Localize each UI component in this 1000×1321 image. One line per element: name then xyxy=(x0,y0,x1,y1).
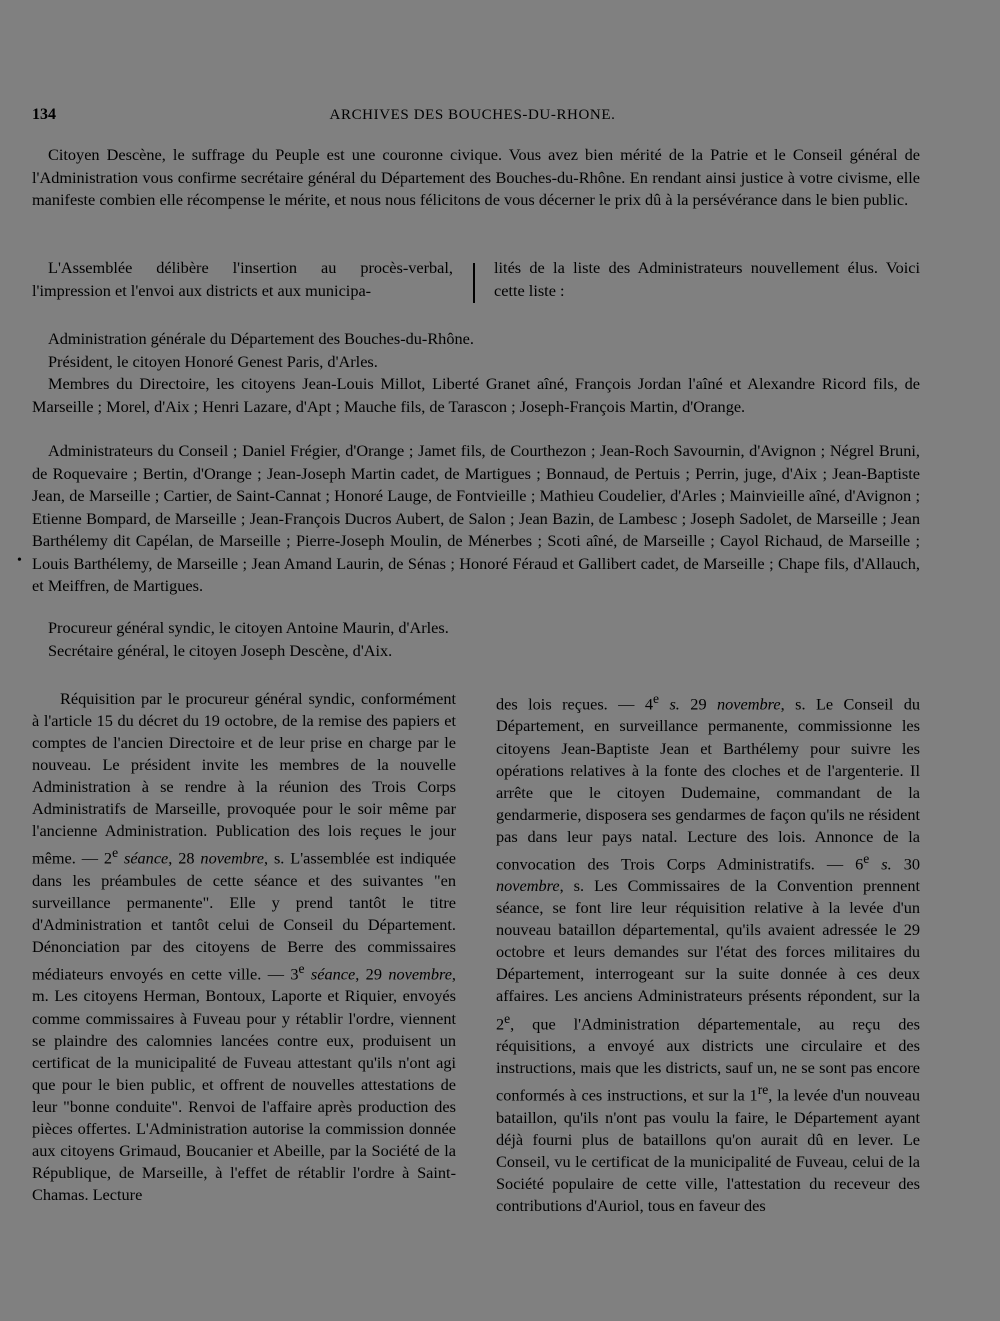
right-seance-6-sup: e xyxy=(863,850,870,866)
left-seance-3-month: novembre xyxy=(388,964,452,984)
two-col-intro-left: L'Assemblée délibère l'insertion au procès-verbal, l'impression et l'envoi aux districts et aux municipa- xyxy=(32,258,453,300)
left-seance-2-month: novembre xyxy=(200,848,265,868)
left-seance-2-sup: e xyxy=(112,845,119,861)
right-seance-4-end: , s. xyxy=(780,694,806,714)
left-seance-2-date: , 28 xyxy=(168,848,201,868)
list-council-administrators: Administrateurs du Conseil ; Daniel Frégier, d'Orange ; Jamet fils, de Courthezon ; Jean-Roch Savournin, d'Avignon ; Négrel Bruni, de Roquevaire ; Bertin, d'Orange ; Jean-Joseph Martin cadet, de Martigues ; Bonnaud, de Pertuis ; Perrin, juge, d'Aix ; Jean-Baptiste Jean, de Marseille ; Cartier, de Saint-Cannat ; Honoré Lauge, de Fontvieille ; Mathieu Coudelier, d'Arles ; Mainvieille aîné, d'Avignon ; Etienne Bompard, de Marseille ; Jean-François Ducros Aubert, de Salon ; Jean Bazin, de Lambesc ; Joseph Sadolet, de Marseille ; Jean Barthélemy dit Capélan, de Marseille ; Pierre-Joseph Moulin, de Ménerbes ; Scoti aîné, de Marseille ; Cayol Richaud, de Marseille ; Louis Barthélemy, de Marseille ; Jean Amand Laurin, de Sénas ; Honoré Féraud et Gallibert cadet, de Marseille ; Chape fils, d'Allauch, et Meiffren, de Martigues. xyxy=(32,441,920,595)
right-ordinal-1: re xyxy=(757,1082,769,1098)
right-seance-6-date: 30 xyxy=(891,854,920,874)
right-column-text xyxy=(496,688,920,1217)
left-column-text xyxy=(32,688,456,1206)
left-seance-3-label: séance xyxy=(304,964,356,984)
right-seance-6-month: novembre xyxy=(496,876,560,896)
list-administration-title: Administration générale du Département des Bouches-du-Rhône. xyxy=(48,329,474,348)
right-text-4: , que l'Administration départementale, au reçu des réquisitions, a envoyé aux districts une circulaire et des instructions, mais que les districts, sauf un, ne se sont pas encore conformés à ces instructions, et sur la 1 xyxy=(496,1013,920,1105)
left-text-3: Les citoyens Herman, Bontoux, Laporte et Riquier, envoyés comme commissaires à Fuveau pour y rétablir l'ordre, viennent se plaindre des calomnies lancées contre eux, produisent un certificat de la municipalité de Fuveau attestant qu'ils n'ont agi que pour le bien public, et offrent de nouvelles attestations de leur "bonne conduite". Renvoi de l'affaire après production des pièces offertes. L'Administration autorise la commission donnée aux citoyens Grimaud, Boucanier et Abeille, par la Société de la République, de Marseille, à l'effet de rétablir l'ordre à Saint-Chamas. Lecture xyxy=(32,986,456,1204)
list-procureur: Procureur général syndic, le citoyen Antoine Maurin, d'Arles. xyxy=(48,618,449,637)
list-secretaire: Secrétaire général, le citoyen Joseph Descène, d'Aix. xyxy=(48,641,393,660)
right-text-2: Le Conseil du Département, en surveillance permanente, commissionne les citoyens Jean-Baptiste Jean et Barthélemy pour suivre les opérations relatives à la fonte des cloches et de l'argenterie. Il arrête que le citoyen Dudemaine, commandant de la gendarmerie, disposera ses gendarmes de façon qu'ils ne résident pas dans leur pays natal. Lecture des lois. Annonce de la convocation des Trois Corps Administratifs. — 6 xyxy=(496,694,920,874)
left-seance-3-end: , m. xyxy=(32,964,456,1006)
right-text-5: , la levée d'un nouveau bataillon, qu'ils n'ont pas voulu la faire, le Département ayant déjà fourni plus de bataillons qu'on aurait dû en lever. Le Conseil, vu le certificat de la municipalité de Fuveau, celui de la Société populaire de cette ville, l'attestation du receveur des contributions d'Auriol, tous en faveur des xyxy=(496,1085,920,1215)
page-number: 134 xyxy=(32,106,56,123)
left-seance-3-date: , 29 xyxy=(355,964,389,984)
right-seance-6-label: s. xyxy=(869,854,892,874)
right-seance-6-end: , s. xyxy=(559,876,585,896)
left-seance-3-sup: e xyxy=(298,960,305,976)
two-col-intro-right: lités de la liste des Administrateurs nouvellement élus. Voici cette liste : xyxy=(494,258,920,300)
right-ordinal-2: e xyxy=(504,1010,511,1026)
left-seance-2-end: , s. xyxy=(264,848,285,868)
right-seance-4-sup: e xyxy=(653,691,660,706)
right-seance-4-month: novembre xyxy=(717,694,781,714)
running-title: ARCHIVES DES BOUCHES-DU-RHONE. xyxy=(329,107,616,123)
right-text-1: des lois reçues. — 4 xyxy=(496,694,653,714)
list-president: Président, le citoyen Honoré Genest Paris, d'Arles. xyxy=(48,352,378,371)
left-seance-2-label: séance xyxy=(118,848,169,868)
left-text-2: L'assemblée est indiquée dans les préambules de cette séance et des suivantes "en surveillance permanente". Elle y prend tantôt le titre d'Administration et tantôt celui de Conseil du Département. Dénonciation par des citoyens de Berre des commissaires médiateurs envoyés en cette ville. — 3 xyxy=(32,848,456,984)
margin-mark: • xyxy=(17,553,22,568)
column-divider xyxy=(473,263,475,303)
list-directoire-members: Membres du Directoire, les citoyens Jean-Louis Millot, Liberté Granet aîné, François Jordan l'aîné et Alexandre Ricord fils, de Marseille ; Morel, d'Aix ; Henri Lazare, d'Apt ; Mauche fils, de Tarascon ; Joseph-François Martin, d'Orange. xyxy=(32,374,920,416)
intro-paragraph: Citoyen Descène, le suffrage du Peuple est une couronne civique. Vous avez bien mérité de la Patrie et le Conseil général de l'Administration vous confirme secrétaire général du Département des Bouches-du-Rhône. En rendant ainsi justice à votre civisme, elle manifeste combien elle récompense le mérite, et nous nous félicitons de vous décerner le prix dû à la persévérance dans le bien public. xyxy=(32,145,920,209)
right-text-3: Les Commissaires de la Convention prennent séance, se font lire leur réquisition relative à la levée d'un nouveau bataillon départemental, qu'ils avaient adressée le 29 octobre et leurs demandes sur l'état des forces militaires du Département, interrogeant sur la suite donnée à ces deux affaires. Les anciens Administrateurs présents répondent, sur la 2 xyxy=(496,876,920,1033)
right-seance-4-label: s. xyxy=(659,694,680,714)
left-text-1: Réquisition par le procureur général syndic, conformément à l'article 15 du décret du 19 octobre, de la remise des papiers et comptes de l'ancien Directoire et de leur prise en charge par le nouveau. Le président invite les membres de la nouvelle Administration à se rendre à la réunion des Trois Corps Administratifs de Marseille, provoquée pour le soir même par l'ancienne Administration. Publication des lois reçues le jour même. — 2 xyxy=(32,689,456,868)
right-seance-4-date: 29 xyxy=(679,694,718,714)
